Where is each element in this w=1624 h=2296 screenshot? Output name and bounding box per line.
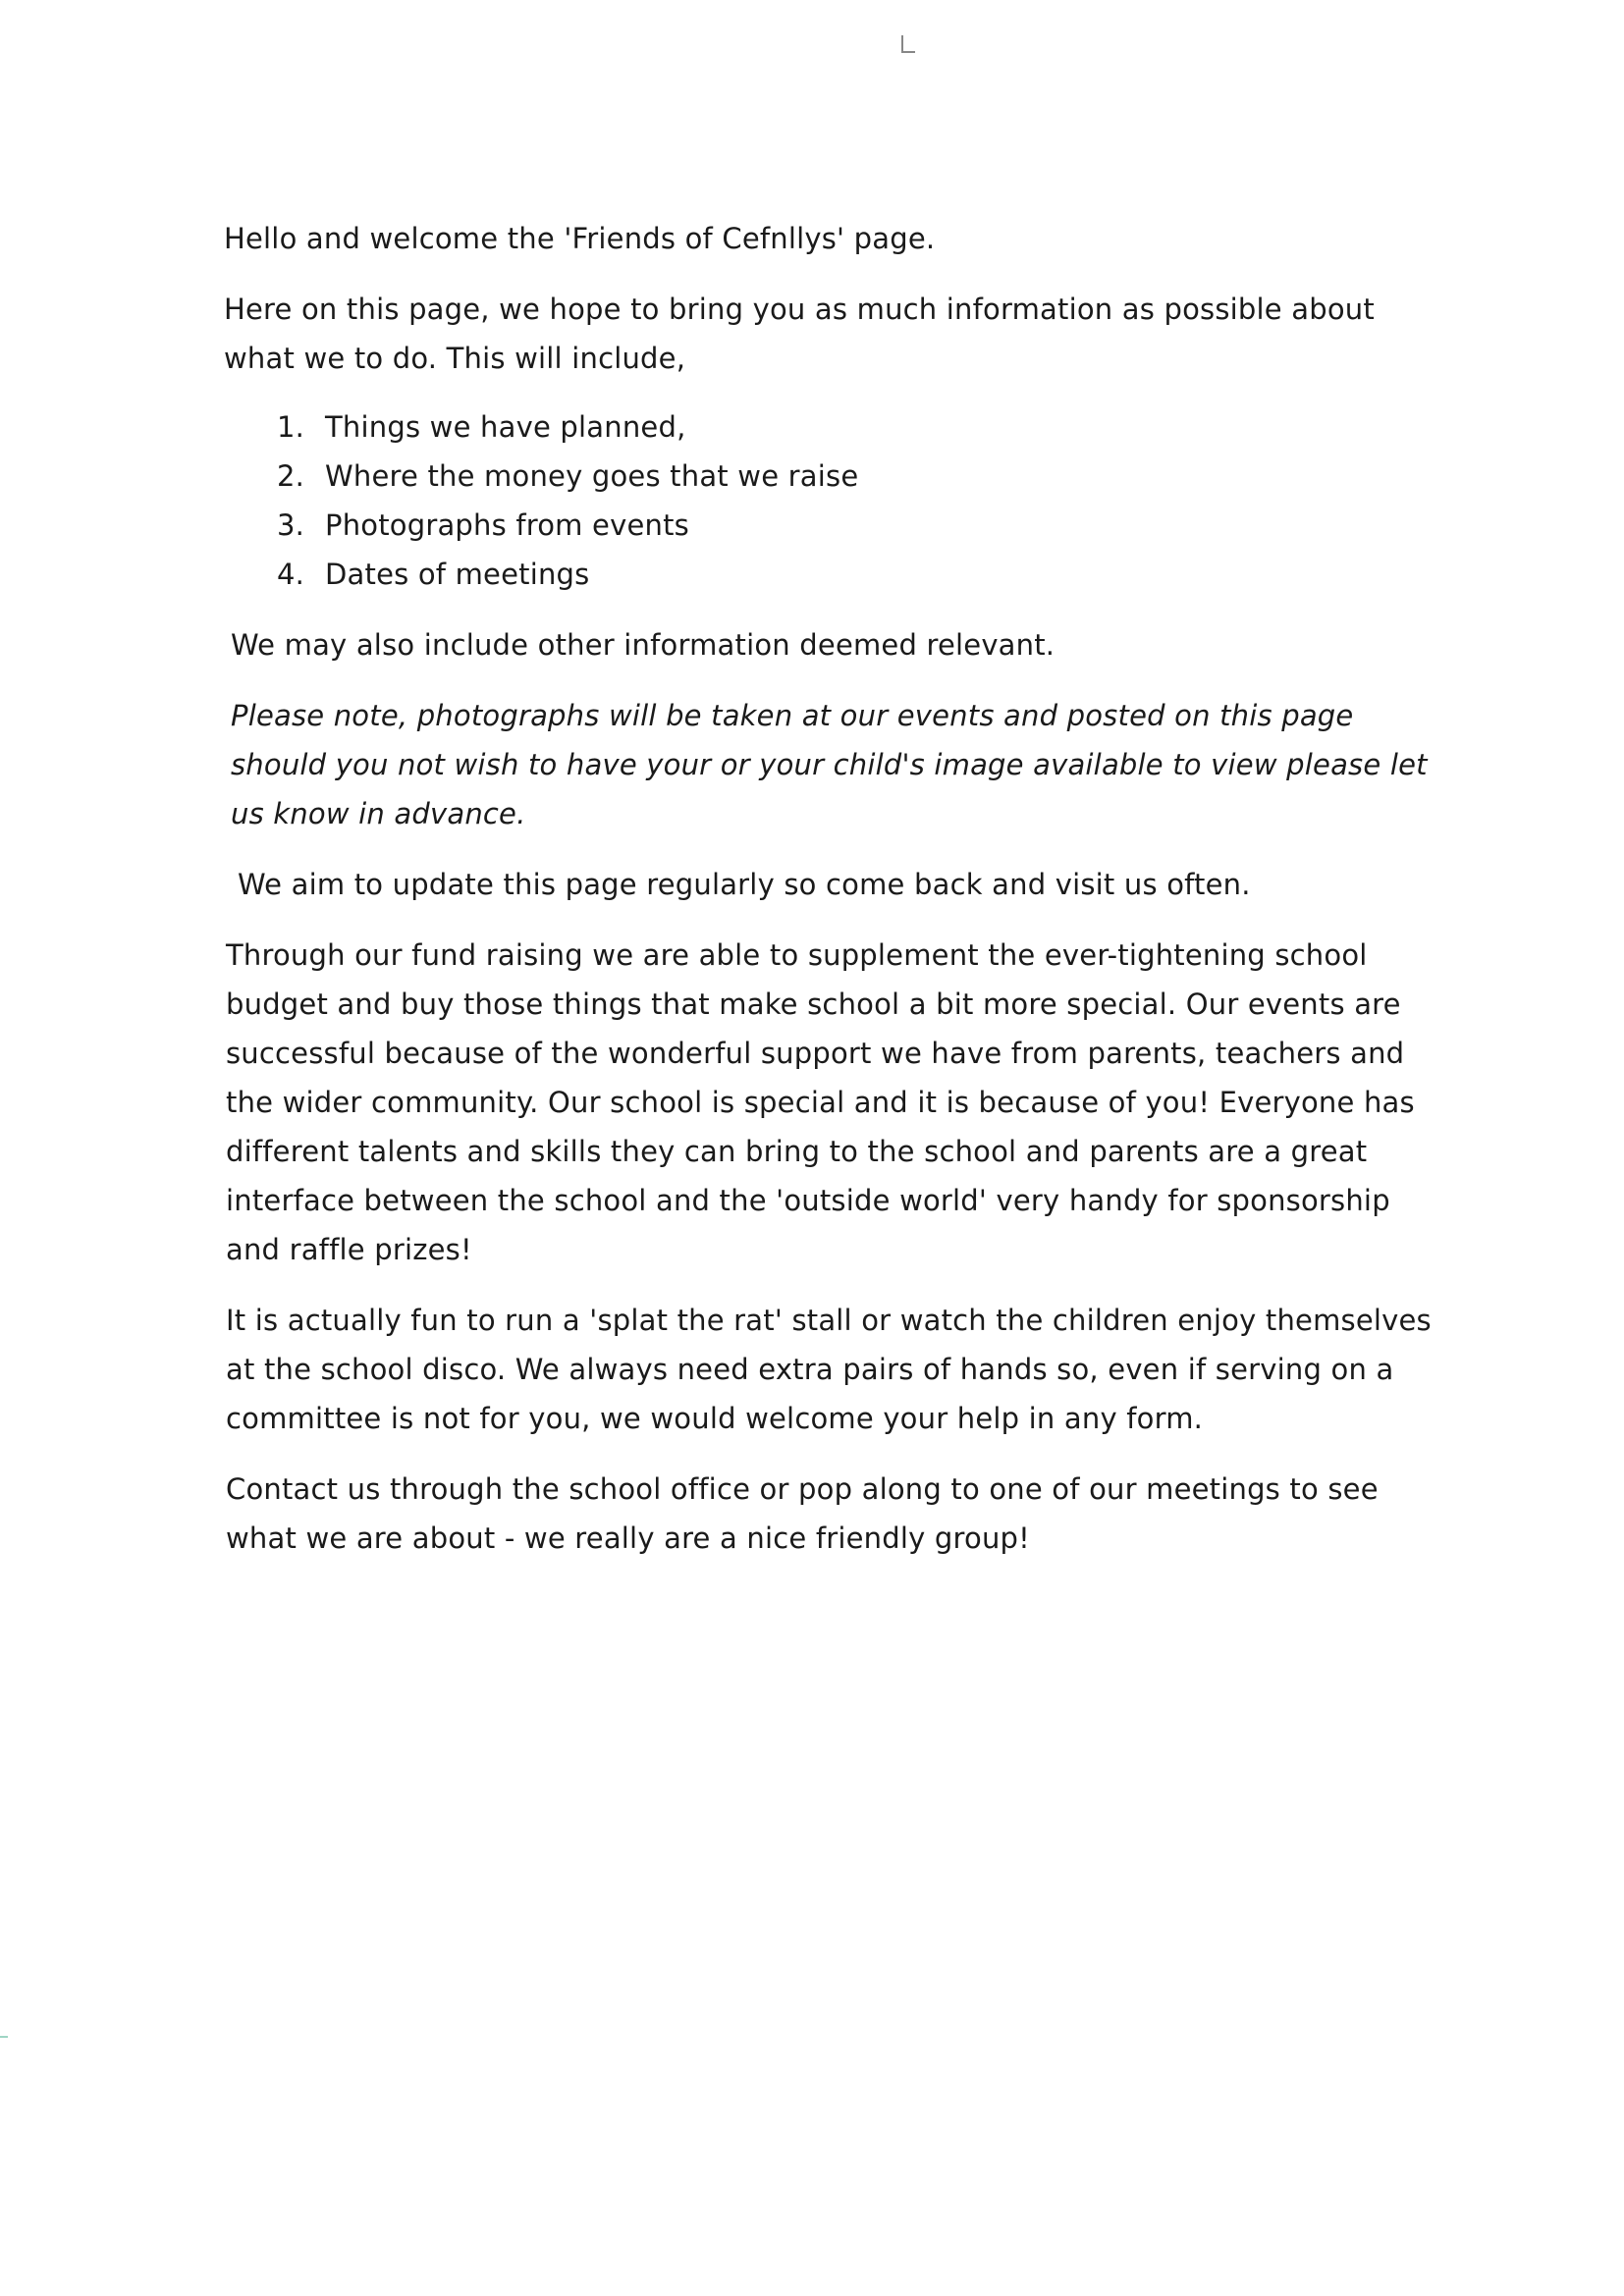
fun-paragraph: It is actually fun to run a 'splat the rat' stall or watch the children enjoy themselves at the school disco. We always need extra pairs of hands so, even if serving on a committee is not for you, we would welcome your help in any form. bbox=[226, 1304, 1432, 1435]
fundraising-paragraph: Through our fund raising we are able to supplement the ever-tightening school budget and buy those things that make school a bit more special. Our events are successful because of the wonderful support we have from parents, teachers and the wider community. Our school is special and it is because of you! Everyone has different talents and skills they can bring to the school and parents are a great interface between the school and the 'outside world' very handy for sponsorship and raffle prizes! bbox=[226, 938, 1415, 1266]
list-item bbox=[224, 402, 1441, 452]
list-number: 2. bbox=[277, 459, 305, 493]
scan-mark bbox=[901, 35, 915, 53]
document-body bbox=[224, 214, 1441, 1563]
list-text: Where the money goes that we raise bbox=[325, 459, 859, 493]
greeting-paragraph: Hello and welcome the 'Friends of Cefnllys' page. bbox=[224, 222, 936, 255]
photo-note-paragraph: Please note, photographs will be taken at our events and posted on this page should you not wish to have your or your child's image available to view please let us know in advance. bbox=[231, 699, 1428, 830]
intro-paragraph: Here on this page, we hope to bring you as much information as possible about what we to do. This will include, bbox=[224, 293, 1375, 375]
list-text: Things we have planned, bbox=[325, 410, 686, 444]
list-text: Photographs from events bbox=[325, 508, 689, 542]
list-number: 4. bbox=[277, 558, 305, 591]
list-number: 1. bbox=[277, 410, 305, 444]
plans-list bbox=[224, 402, 1441, 599]
scan-edge-mark bbox=[0, 2036, 8, 2038]
list-item bbox=[224, 452, 1441, 501]
update-paragraph: We aim to update this page regularly so come back and visit us often. bbox=[238, 868, 1251, 901]
list-number: 3. bbox=[277, 508, 305, 542]
list-item bbox=[224, 550, 1441, 599]
list-item bbox=[224, 501, 1441, 550]
contact-paragraph: Contact us through the school office or pop along to one of our meetings to see what we are about - we really are a nice friendly group! bbox=[226, 1472, 1379, 1555]
also-paragraph: We may also include other information deemed relevant. bbox=[231, 628, 1056, 662]
list-text: Dates of meetings bbox=[325, 558, 590, 591]
